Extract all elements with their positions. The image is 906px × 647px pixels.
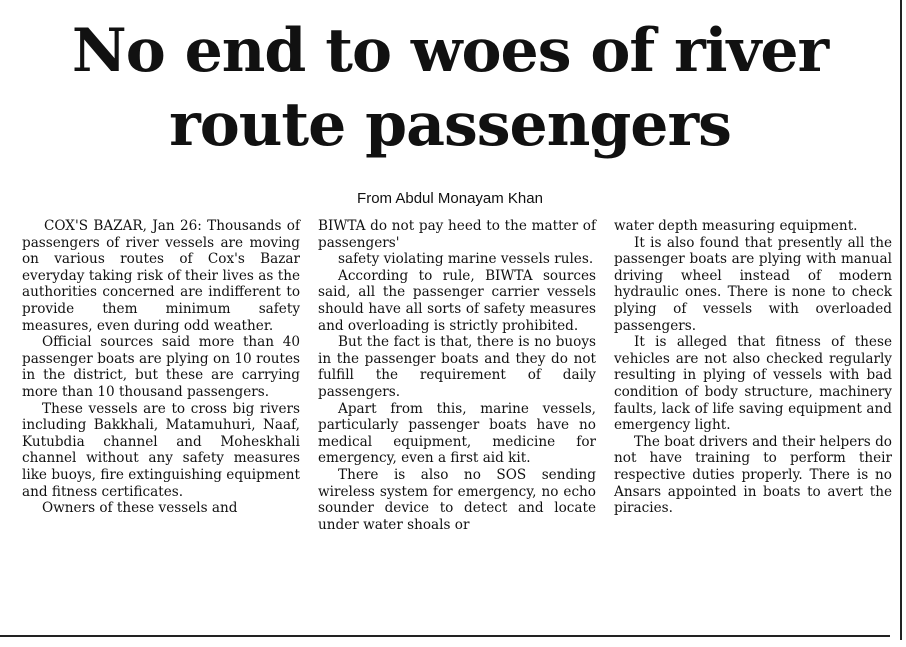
page-rule-bottom <box>0 635 890 637</box>
article-column-2 <box>318 218 596 533</box>
paragraph: These vessels are to cross big rivers including Bakkhali, Matamuhuri, Naaf, Kutubdia channel and Moheskhali channel without any safety measures like buoys, fire extinguishing equipment and fitness certificates. <box>22 400 300 500</box>
paragraph: It is also found that presently all the passenger boats are plying with manual driving wheel instead of modern hydraulic ones. There is none to check plying of vessels with overloaded passengers. <box>614 234 892 334</box>
article-column-3 <box>614 218 892 517</box>
article-headline: No end to woes of river route passengers <box>71 16 829 160</box>
paragraph: The boat drivers and their helpers do not have training to perform their respective duties properly. There is no Ansars appointed in boats to avert the piracies. <box>614 433 892 517</box>
paragraph: There is also no SOS sending wireless system for emergency, no echo sounder device to detect and locate under water shoals or <box>318 466 596 533</box>
paragraph: Owners of these vessels and <box>42 500 238 517</box>
article-column-1 <box>22 218 300 517</box>
paragraph: Apart from this, marine vessels, particularly passenger boats have no medical equipment, medicine for emergency, even a first aid kit. <box>318 400 596 467</box>
article-byline: From Abdul Monayam Khan <box>357 190 543 207</box>
paragraph: water depth measuring equipment. <box>614 218 858 234</box>
paragraph: safety violating marine vessels rules. <box>338 251 594 268</box>
paragraph: According to rule, BIWTA sources said, all the passenger carrier vessels should have all sorts of safety measures and overloading is strictly prohibited. <box>318 267 596 334</box>
paragraph: Official sources said more than 40 passenger boats are plying on 10 routes in the district, but these are carrying more than 10 thousand passengers. <box>22 334 300 400</box>
paragraph: But the fact is that, there is no buoys in the passenger boats and they do not fulfill the requirement of daily passengers. <box>318 334 596 400</box>
paragraph: COX'S BAZAR, Jan 26: Thousands of passengers of river vessels are moving on various routes of Cox's Bazar everyday taking risk of their lives as the authorities concerned are indifferent to provide them minimum safety measures, even during odd weather. <box>22 218 300 334</box>
paragraph: BIWTA do not pay heed to the matter of passengers' <box>318 218 596 251</box>
paragraph: It is alleged that fitness of these vehicles are not also checked regularly resulting in plying of vessels with bad condition of body structure, machinery faults, lack of life saving equipment and emergency light. <box>614 334 892 434</box>
column-rule-right <box>900 0 902 640</box>
